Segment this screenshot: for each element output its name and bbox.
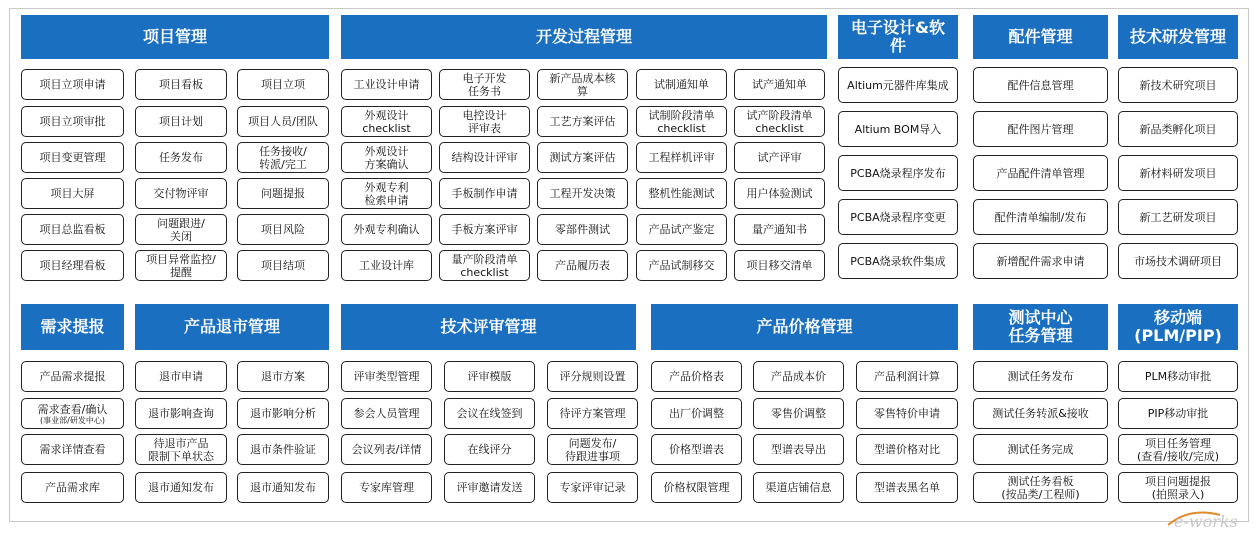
module-box[interactable] xyxy=(135,472,227,503)
module-label: 任务发布 xyxy=(159,151,203,164)
module-label: 市场技术调研项目 xyxy=(1134,254,1222,268)
module-label: 出厂价调整 xyxy=(669,407,724,420)
module-box[interactable] xyxy=(135,434,227,465)
module-label: 专家库管理 xyxy=(359,481,414,494)
section-header xyxy=(21,15,329,59)
module-label: 待评方案管理 xyxy=(559,407,626,420)
module-box[interactable] xyxy=(444,361,535,392)
section-title: 产品退市管理 xyxy=(183,317,280,336)
module-box[interactable] xyxy=(973,111,1108,147)
module-label: 试产阶段清单 checklist xyxy=(746,108,813,135)
module-label: 退市方案 xyxy=(261,370,305,383)
module-box[interactable] xyxy=(636,214,727,245)
module-label: 退市条件验证 xyxy=(250,443,316,456)
module-box[interactable] xyxy=(651,434,742,465)
module-label: 工业设计申请 xyxy=(353,78,420,91)
module-label: 配件图片管理 xyxy=(1007,122,1074,136)
module-label: PCBA烧录程序发布 xyxy=(850,166,946,180)
module-box[interactable] xyxy=(734,214,825,245)
module-label: 产品价格表 xyxy=(669,370,724,383)
module-label: 会议在线签到 xyxy=(456,407,523,420)
module-label: 测试任务看板 (按品类/工程师) xyxy=(1001,474,1080,501)
module-label: PIP移动审批 xyxy=(1147,407,1209,420)
module-box[interactable] xyxy=(734,250,825,281)
module-box[interactable] xyxy=(439,250,530,281)
module-box[interactable] xyxy=(838,67,958,103)
module-label: 在线评分 xyxy=(467,443,512,456)
module-box[interactable] xyxy=(856,361,958,392)
module-label: 会议列表/详情 xyxy=(351,443,422,456)
module-box[interactable] xyxy=(21,178,124,209)
module-box[interactable] xyxy=(547,434,638,465)
module-label: 电控设计 评审表 xyxy=(462,108,507,135)
module-label: 型谱表导出 xyxy=(771,443,826,456)
module-box[interactable] xyxy=(1118,361,1238,392)
module-label: 产品试制移交 xyxy=(648,259,715,272)
module-box[interactable] xyxy=(135,398,227,429)
section-title: 电子设计&软 件 xyxy=(851,18,945,55)
module-label: 交付物评审 xyxy=(153,187,209,200)
module-box[interactable] xyxy=(636,69,727,100)
module-box[interactable] xyxy=(537,178,628,209)
module-box[interactable] xyxy=(856,434,958,465)
module-label: 项目经理看板 xyxy=(39,259,106,272)
module-box[interactable] xyxy=(237,178,329,209)
module-label: 外观专利 检索申请 xyxy=(364,180,409,207)
module-label: 新工艺研发项目 xyxy=(1139,210,1217,224)
module-box[interactable] xyxy=(547,361,638,392)
module-label: 测试任务转派&接收 xyxy=(992,407,1089,420)
section-title: 测试中心 任务管理 xyxy=(1008,308,1073,345)
module-label: 任务接收/ 转派/完工 xyxy=(259,144,307,171)
module-box[interactable] xyxy=(734,106,825,137)
section-header xyxy=(21,304,124,350)
module-box[interactable] xyxy=(135,178,227,209)
section-title: 产品价格管理 xyxy=(756,317,853,336)
module-box[interactable] xyxy=(636,106,727,137)
module-label: 型谱价格对比 xyxy=(874,443,940,456)
module-box[interactable] xyxy=(753,472,844,503)
module-label: PCBA烧录软件集成 xyxy=(850,254,946,268)
module-label: 退市通知发布 xyxy=(148,481,214,494)
module-label: 新增配件需求申请 xyxy=(996,254,1085,268)
module-box[interactable] xyxy=(753,361,844,392)
module-box[interactable] xyxy=(973,67,1108,103)
module-box[interactable] xyxy=(341,214,432,245)
module-box[interactable] xyxy=(838,199,958,235)
section-title: 移动端 (PLM/PIP) xyxy=(1134,308,1222,345)
module-box[interactable] xyxy=(21,69,124,100)
module-box[interactable] xyxy=(734,178,825,209)
module-box[interactable] xyxy=(135,361,227,392)
module-label: 评审模版 xyxy=(467,370,512,383)
module-box[interactable] xyxy=(237,214,329,245)
module-label: Altium BOM导入 xyxy=(854,122,942,136)
module-label: 测试任务发布 xyxy=(1007,370,1074,383)
module-label: 新技术研究项目 xyxy=(1139,78,1217,92)
module-label: 工程开发决策 xyxy=(549,187,616,200)
module-box[interactable] xyxy=(21,214,124,245)
module-label: 手板方案评审 xyxy=(451,223,518,236)
module-box[interactable] xyxy=(636,250,727,281)
module-box[interactable] xyxy=(444,472,535,503)
module-label: 需求查看/确认 xyxy=(37,402,108,416)
module-label: 电子开发 任务书 xyxy=(462,71,507,98)
module-label: 测试任务完成 xyxy=(1007,443,1074,456)
section-header xyxy=(1118,15,1238,59)
module-box[interactable] xyxy=(636,178,727,209)
module-label: 项目总监看板 xyxy=(39,223,106,236)
module-box[interactable] xyxy=(135,69,227,100)
section-header xyxy=(651,304,958,350)
module-label: 项目大屏 xyxy=(50,187,95,200)
module-box[interactable] xyxy=(1118,155,1238,191)
module-label: 项目立项审批 xyxy=(39,115,106,128)
module-box[interactable] xyxy=(973,199,1108,235)
module-box[interactable] xyxy=(973,398,1108,429)
module-label: 评审邀请发送 xyxy=(456,481,523,494)
module-label: 产品试产鉴定 xyxy=(648,223,715,236)
section-title: 开发过程管理 xyxy=(535,27,632,46)
module-box[interactable] xyxy=(135,250,227,281)
module-box[interactable] xyxy=(237,142,329,173)
e-works-watermark xyxy=(1160,505,1255,533)
module-label: 零部件测试 xyxy=(555,223,610,236)
module-box[interactable] xyxy=(1118,199,1238,235)
module-box[interactable] xyxy=(1118,472,1238,503)
module-box[interactable] xyxy=(753,434,844,465)
module-box[interactable] xyxy=(135,142,227,173)
module-box[interactable] xyxy=(341,472,432,503)
module-box[interactable] xyxy=(237,69,329,100)
module-box[interactable] xyxy=(237,361,329,392)
module-box[interactable] xyxy=(237,434,329,465)
module-label: 量产通知书 xyxy=(752,223,807,236)
module-box[interactable] xyxy=(341,361,432,392)
section-header xyxy=(973,304,1108,350)
module-sublabel: (事业部/研发中心) xyxy=(40,415,105,425)
module-label: 手板制作申请 xyxy=(451,187,518,200)
module-label: PCBA烧录程序变更 xyxy=(850,210,946,224)
module-label: 项目任务管理 (查看/接收/完成) xyxy=(1137,436,1219,463)
section-header xyxy=(838,15,958,59)
module-label: 价格型谱表 xyxy=(669,443,724,456)
module-box[interactable] xyxy=(237,250,329,281)
module-box[interactable] xyxy=(1118,111,1238,147)
module-label: 测试方案评估 xyxy=(549,151,616,164)
module-box[interactable] xyxy=(21,142,124,173)
module-box[interactable] xyxy=(734,142,825,173)
module-label: 渠道店铺信息 xyxy=(765,481,832,494)
module-label: 新产品成本核 算 xyxy=(549,71,616,98)
module-label: 项目问题提报 (拍照录入) xyxy=(1145,474,1211,501)
module-label: 产品成本价 xyxy=(771,370,826,383)
module-label: 工程样机评审 xyxy=(648,151,715,164)
module-label: 试制通知单 xyxy=(654,78,709,91)
module-label: 配件信息管理 xyxy=(1007,78,1074,92)
module-box[interactable] xyxy=(21,106,124,137)
module-box[interactable] xyxy=(21,250,124,281)
module-box[interactable] xyxy=(734,69,825,100)
module-label: 退市影响分析 xyxy=(250,407,316,420)
module-label: 产品需求提报 xyxy=(39,370,106,383)
module-box[interactable] xyxy=(1118,67,1238,103)
module-label: 外观设计 方案确认 xyxy=(364,144,409,171)
module-box[interactable] xyxy=(444,434,535,465)
module-box[interactable] xyxy=(341,142,432,173)
section-title: 技术研发管理 xyxy=(1129,27,1226,46)
module-label: 项目看板 xyxy=(159,78,203,91)
module-box[interactable] xyxy=(651,472,742,503)
module-box[interactable] xyxy=(753,398,844,429)
module-label: 项目变更管理 xyxy=(39,151,106,164)
module-label: 整机性能测试 xyxy=(648,187,715,200)
module-label: 退市通知发布 xyxy=(250,481,316,494)
module-label: 用户体验测试 xyxy=(746,187,813,200)
module-label: 工艺方案评估 xyxy=(549,115,616,128)
module-box[interactable] xyxy=(537,106,628,137)
module-label: 需求详情查看 xyxy=(39,443,106,456)
module-box[interactable] xyxy=(135,106,227,137)
module-box[interactable] xyxy=(237,472,329,503)
module-box[interactable] xyxy=(838,111,958,147)
module-box[interactable] xyxy=(341,178,432,209)
module-label: 新材料研发项目 xyxy=(1139,166,1217,180)
module-label: 参会人员管理 xyxy=(353,407,420,420)
module-box[interactable] xyxy=(651,398,742,429)
module-box[interactable] xyxy=(1118,434,1238,465)
module-box[interactable] xyxy=(537,142,628,173)
module-box[interactable] xyxy=(537,250,628,281)
module-box[interactable] xyxy=(21,472,124,503)
module-label: 试产评审 xyxy=(757,151,802,164)
module-label: 问题发布/ 待跟进事项 xyxy=(565,436,620,463)
module-label: 产品配件清单管理 xyxy=(996,166,1085,180)
module-box[interactable] xyxy=(21,434,124,465)
module-label: 外观专利确认 xyxy=(353,223,420,236)
module-box[interactable] xyxy=(547,398,638,429)
module-label: 配件清单编制/发布 xyxy=(994,210,1087,224)
module-label: Altium元器件库集成 xyxy=(847,78,949,92)
module-label: 价格权限管理 xyxy=(663,481,730,494)
module-label: 新品类孵化项目 xyxy=(1139,122,1217,136)
module-label: 产品履历表 xyxy=(555,259,610,272)
module-label: 项目人员/团队 xyxy=(248,115,318,128)
module-label: 项目计划 xyxy=(159,115,203,128)
module-label: 问题提报 xyxy=(261,187,305,200)
module-box[interactable] xyxy=(1118,398,1238,429)
module-box[interactable] xyxy=(135,214,227,245)
module-label: 待退市产品 限制下单状态 xyxy=(148,436,214,463)
module-box[interactable] xyxy=(973,472,1108,503)
module-box[interactable] xyxy=(341,250,432,281)
module-box[interactable] xyxy=(341,398,432,429)
module-label: 型谱表黑名单 xyxy=(874,481,940,494)
module-label: 评审类型管理 xyxy=(353,370,420,383)
module-label: 项目立项 xyxy=(261,78,305,91)
module-label: 评分规则设置 xyxy=(559,370,626,383)
section-title: 需求提报 xyxy=(40,317,105,336)
module-label: 试制阶段清单 checklist xyxy=(648,108,715,135)
module-box[interactable] xyxy=(237,106,329,137)
module-label: 零售特价申请 xyxy=(874,407,940,420)
module-label: 产品利润计算 xyxy=(874,370,940,383)
module-label: 量产阶段清单 checklist xyxy=(451,252,518,279)
module-label: 项目异常监控/ 提醒 xyxy=(146,252,216,279)
module-label: 零售价调整 xyxy=(771,407,826,420)
module-box[interactable] xyxy=(237,398,329,429)
module-label: PLM移动审批 xyxy=(1144,370,1212,383)
module-box[interactable] xyxy=(547,472,638,503)
module-label: 项目移交清单 xyxy=(746,259,813,272)
module-box[interactable] xyxy=(439,214,530,245)
module-label: 结构设计评审 xyxy=(451,151,518,164)
module-label: 问题跟进/ 关闭 xyxy=(157,216,205,243)
svg-text:e-works: e-works xyxy=(1174,512,1238,531)
module-label: 试产通知单 xyxy=(752,78,807,91)
module-box[interactable] xyxy=(856,472,958,503)
module-box[interactable] xyxy=(973,361,1108,392)
section-title: 项目管理 xyxy=(142,27,207,46)
section-header xyxy=(341,15,827,59)
module-box[interactable] xyxy=(439,106,530,137)
module-box[interactable] xyxy=(21,398,124,429)
module-box[interactable] xyxy=(439,69,530,100)
module-box[interactable] xyxy=(856,398,958,429)
module-box[interactable] xyxy=(537,69,628,100)
module-box[interactable] xyxy=(341,434,432,465)
module-box[interactable] xyxy=(341,106,432,137)
module-box[interactable] xyxy=(838,155,958,191)
module-box[interactable] xyxy=(439,178,530,209)
module-label: 专家评审记录 xyxy=(559,481,626,494)
module-label: 产品需求库 xyxy=(45,481,100,494)
section-title: 技术评审管理 xyxy=(440,317,537,336)
module-box[interactable] xyxy=(838,243,958,279)
module-label: 外观设计 checklist xyxy=(362,108,411,135)
section-header xyxy=(973,15,1108,59)
module-label: 项目结项 xyxy=(261,259,305,272)
module-label: 退市申请 xyxy=(159,370,203,383)
module-box[interactable] xyxy=(973,434,1108,465)
module-box[interactable] xyxy=(636,142,727,173)
module-box[interactable] xyxy=(444,398,535,429)
section-header xyxy=(341,304,636,350)
module-box[interactable] xyxy=(973,243,1108,279)
module-label: 工业设计库 xyxy=(359,259,414,272)
module-label: 退市影响查询 xyxy=(148,407,214,420)
module-box[interactable] xyxy=(439,142,530,173)
section-title: 配件管理 xyxy=(1008,27,1073,46)
module-label: 项目风险 xyxy=(261,223,305,236)
module-box[interactable] xyxy=(973,155,1108,191)
module-box[interactable] xyxy=(537,214,628,245)
section-header xyxy=(1118,304,1238,350)
module-box[interactable] xyxy=(651,361,742,392)
section-header xyxy=(135,304,329,350)
module-box[interactable] xyxy=(21,361,124,392)
module-box[interactable] xyxy=(1118,243,1238,279)
module-label: 项目立项申请 xyxy=(39,78,106,91)
module-box[interactable] xyxy=(341,69,432,100)
